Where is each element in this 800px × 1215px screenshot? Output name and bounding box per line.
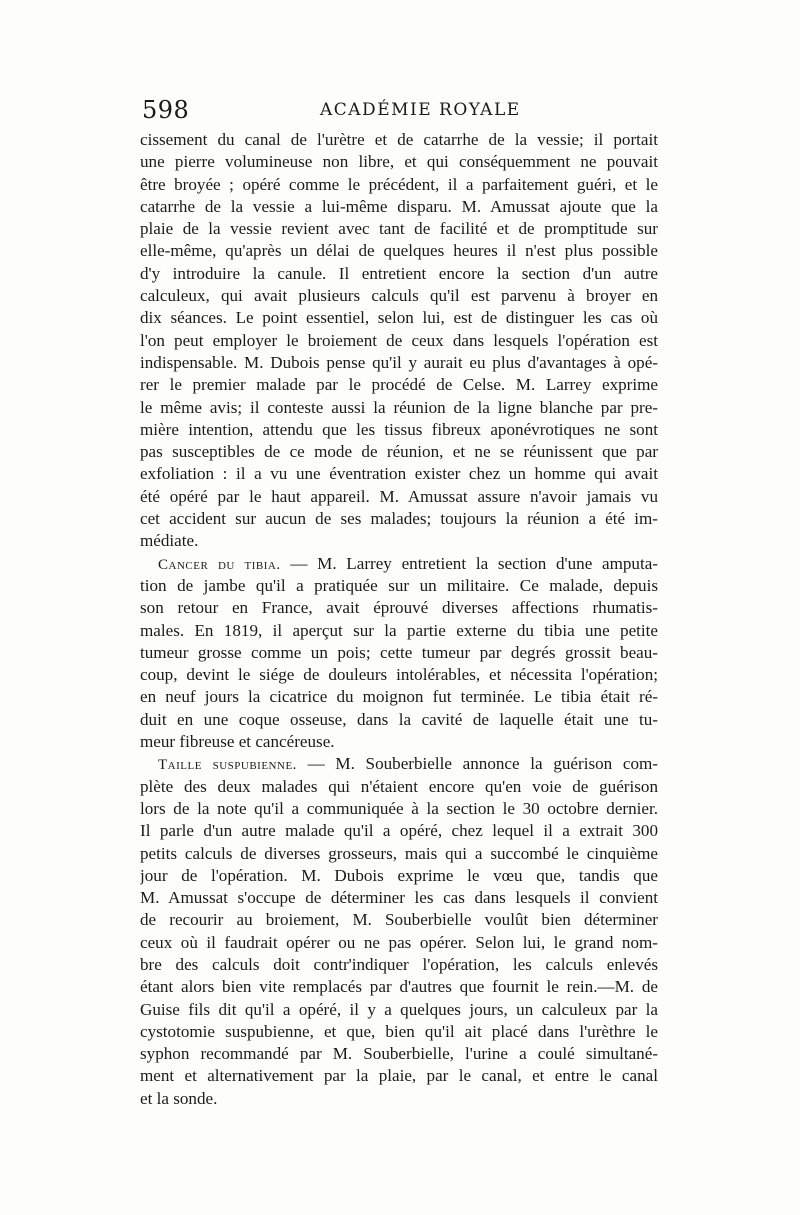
paragraph bbox=[140, 753, 658, 1110]
text-line: mière intention, attendu que les tissus fibreux aponévrotiques ne sont bbox=[140, 419, 658, 439]
section-heading: Cancer du tibia. bbox=[158, 556, 281, 573]
text-line: tumeur grosse comme un pois; cette tumeur par degrés grossit beau- bbox=[140, 642, 658, 662]
text-line: en neuf jours la cicatrice du moignon fut terminée. Le tibia était ré- bbox=[140, 687, 658, 707]
text-line: syphon recommandé par M. Souberbielle, l'urine a coulé simultané- bbox=[140, 1044, 658, 1064]
page-number: 598 bbox=[142, 96, 190, 124]
page-header bbox=[140, 96, 670, 122]
text-line: être broyée ; opéré comme le précédent, il a parfaitement guéri, et le bbox=[140, 174, 658, 194]
text-line: le même avis; il conteste aussi la réunion de la ligne blanche par pre- bbox=[140, 397, 658, 417]
text-line bbox=[140, 553, 658, 575]
text-line: d'y introduire la canule. Il entretient encore la section d'un autre bbox=[140, 263, 658, 283]
text-line: lors de la note qu'il a communiquée à la section le 30 octobre dernier. bbox=[140, 798, 658, 818]
text-line: ment et alternativement par la plaie, par le canal, et entre le canal bbox=[140, 1066, 658, 1086]
text-line: Guise fils dit qu'il a opéré, il y a quelques jours, un calculeux par la bbox=[140, 999, 658, 1019]
text-line: plaie de la vessie revient avec tant de facilité et de promptitude sur bbox=[140, 219, 658, 239]
text-line: calculeux, qui avait plusieurs calculs qu'il est parvenu à broyer en bbox=[140, 286, 658, 306]
text-line: cystotomie suspubienne, et que, bien qu'il ait placé dans l'urèthre le bbox=[140, 1021, 658, 1041]
section-heading: Taille suspubienne. bbox=[158, 757, 297, 774]
text-line: bre des calculs doit contr'indiquer l'opération, les calculs enlevés bbox=[140, 954, 658, 974]
text-line: l'on peut employer le broiement de ceux dans lesquels l'opération est bbox=[140, 330, 658, 350]
text-line: exfoliation : il a vu une éventration exister chez un homme qui avait bbox=[140, 464, 658, 484]
text-line: indispensable. M. Dubois pense qu'il y aurait eu plus d'avantages à opé- bbox=[140, 352, 658, 372]
text-line: M. Amussat s'occupe de déterminer les cas dans lesquels il convient bbox=[140, 888, 658, 908]
text-line: catarrhe de la vessie a lui-même disparu. M. Amussat ajoute que la bbox=[140, 196, 658, 216]
text-line: son retour en France, avait éprouvé diverses affections rhumatis- bbox=[140, 598, 658, 618]
text-line: coup, devint le siége de douleurs intolérables, et nécessita l'opération; bbox=[140, 665, 658, 685]
text-line: duit en une coque osseuse, dans la cavité de laquelle était une tu- bbox=[140, 709, 658, 729]
text-line: médiate. bbox=[140, 531, 199, 551]
running-head: ACADÉMIE ROYALE bbox=[320, 100, 521, 120]
text-line: petits calculs de diverses grosseurs, mais qui a succombé le cinquième bbox=[140, 843, 658, 863]
text-line: tion de jambe qu'il a pratiquée sur un militaire. Ce malade, depuis bbox=[140, 575, 658, 595]
paragraph bbox=[140, 553, 658, 754]
text-line: jour de l'opération. M. Dubois exprime le vœu que, tandis que bbox=[140, 865, 658, 885]
paragraph bbox=[140, 129, 658, 553]
body-text bbox=[140, 129, 658, 1110]
text-line: une pierre volumineuse non libre, et qui conséquemment ne pouvait bbox=[140, 152, 658, 172]
text-line: ceux où il faudrait opérer ou ne pas opérer. Selon lui, le grand nom- bbox=[140, 932, 658, 952]
text-line: cet accident sur aucun de ses malades; toujours la réunion a été im- bbox=[140, 509, 658, 529]
text-line: étant alors bien vite remplacés par d'autres que fournit le rein.—M. de bbox=[140, 977, 658, 997]
text-line: meur fibreuse et cancéreuse. bbox=[140, 732, 335, 752]
text-line: males. En 1819, il aperçut sur la partie externe du tibia une petite bbox=[140, 620, 658, 640]
text-run: — M. Souberbielle annonce la guérison com- bbox=[296, 754, 658, 774]
text-line: plète des deux malades qui n'étaient encore qu'en voie de guérison bbox=[140, 776, 658, 796]
text-line: de recourir au broiement, M. Souberbielle voulût bien déterminer bbox=[140, 910, 658, 930]
text-line: pas susceptibles de ce mode de réunion, et ne se réunissent que par bbox=[140, 442, 658, 462]
text-line: dix séances. Le point essentiel, selon lui, est de distinguer les cas où bbox=[140, 308, 658, 328]
text-line: rer le premier malade par le procédé de Celse. M. Larrey exprime bbox=[140, 375, 658, 395]
text-line: et la sonde. bbox=[140, 1088, 218, 1108]
text-line: Il parle d'un autre malade qu'il a opéré, chez lequel il a extrait 300 bbox=[140, 821, 658, 841]
text-line: été opéré par le haut appareil. M. Amussat assure n'avoir jamais vu bbox=[140, 486, 658, 506]
text-line: elle-même, qu'après un délai de quelques heures il n'est plus possible bbox=[140, 241, 658, 261]
text-line bbox=[140, 753, 658, 775]
text-run: — M. Larrey entretient la section d'une amputa- bbox=[280, 553, 658, 573]
text-line: cissement du canal de l'urètre et de catarrhe de la vessie; il portait bbox=[140, 130, 658, 149]
